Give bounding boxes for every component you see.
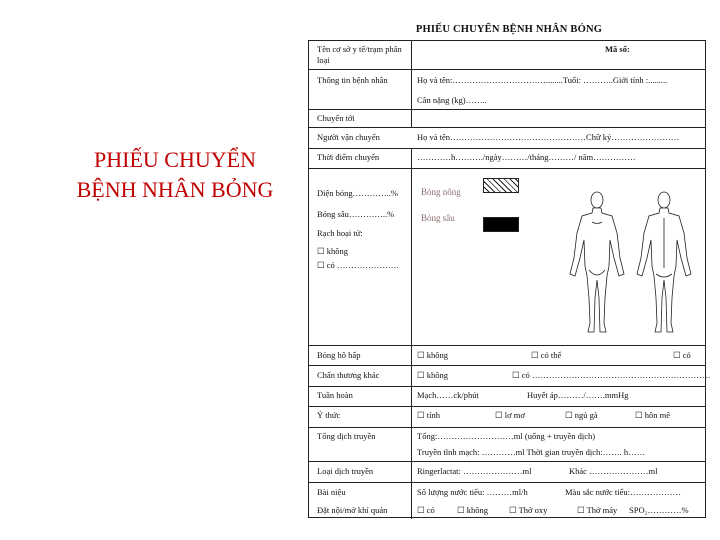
row-divider — [309, 69, 705, 70]
burn-area-field[interactable]: Diện bỏng…………..% — [317, 188, 398, 198]
other-trauma-label: Chấn thương khác — [317, 370, 380, 380]
row-divider — [309, 345, 705, 346]
row-divider — [309, 365, 705, 366]
column-divider — [411, 41, 412, 127]
trauma-no-checkbox[interactable]: ☐ không — [417, 370, 448, 380]
form-title: PHIẾU CHUYỂN BỆNH NHÂN BỎNG — [415, 24, 603, 35]
inhalation-possible-checkbox[interactable]: ☐ có thể — [531, 350, 562, 360]
oxygen-checkbox[interactable]: ☐ Thở oxy — [509, 505, 548, 515]
row-divider — [309, 168, 705, 169]
transfer-time-label: Thời điểm chuyển — [317, 152, 380, 162]
blood-pressure-field[interactable]: Huyết áp………/…….mmHg — [527, 390, 629, 400]
left-title-line2: BỆNH NHÂN BỎNG — [76, 177, 274, 202]
urine-color-field[interactable]: Màu sắc nước tiểu:……………… — [565, 487, 682, 497]
inhalation-no-checkbox[interactable]: ☐ không — [417, 350, 448, 360]
legend-shallow-label: Bỏng nông — [421, 187, 461, 197]
escharotomy-label: Rạch hoại tử: — [317, 228, 363, 238]
row-divider — [309, 406, 705, 407]
urine-volume-field[interactable]: Số lượng nước tiểu: ………ml/h — [417, 487, 528, 497]
facility-label: Tên cơ sở y tế/trạm phân loại — [317, 44, 402, 65]
alert-checkbox[interactable]: ☐ tỉnh — [417, 410, 440, 420]
fluid-type-label: Loại dịch truyền — [317, 466, 374, 476]
deep-burn-swatch — [483, 217, 519, 232]
row-divider — [309, 148, 705, 149]
code-label: Mã số: — [605, 44, 630, 54]
left-title-line1: PHIẾU CHUYỂN — [94, 147, 256, 172]
row-divider — [309, 386, 705, 387]
deep-burn-field[interactable]: Bỏng sâu…………..% — [317, 209, 395, 219]
escharotomy-no-checkbox[interactable]: ☐ không — [317, 246, 348, 256]
urine-output-label: Bài niệu — [317, 487, 346, 497]
other-fluid-field[interactable]: Khác …………………ml — [569, 466, 658, 476]
transporter-field[interactable]: Họ và tên…………………………………………Chữ ký…………………… — [417, 132, 680, 142]
spo2-field[interactable]: SPO₂…………% — [629, 505, 689, 515]
consciousness-label: Ý thức — [317, 410, 341, 420]
burn-transfer-form — [308, 40, 711, 518]
ventilator-checkbox[interactable]: ☐ Thở máy — [577, 505, 618, 515]
trauma-yes-field[interactable]: ☐ có ……………………………………………………… — [512, 370, 711, 380]
lethargic-checkbox[interactable]: ☐ lơ mơ — [495, 410, 525, 420]
body-back-figure — [637, 192, 691, 332]
airway-label: Đặt nội/mở khí quản — [317, 505, 388, 515]
inhalation-injury-label: Bỏng hô hấp — [317, 350, 361, 360]
column-divider — [411, 148, 412, 519]
row-divider — [309, 482, 705, 483]
iv-fluids-field[interactable]: Truyền tĩnh mạch: …………ml Thời gian truyền dịch:……. h…… — [417, 447, 646, 457]
row-divider — [309, 109, 705, 110]
legend-deep-label: Bỏng sâu — [421, 213, 455, 223]
total-fluids-label: Tổng dịch truyền — [317, 431, 376, 441]
total-fluids-field[interactable]: Tổng:………………………ml (uống + truyền dịch) — [417, 431, 596, 441]
shallow-burn-swatch — [483, 178, 519, 193]
circulation-label: Tuần hoàn — [317, 390, 353, 400]
transporter-label: Người vận chuyển — [317, 132, 380, 142]
transfer-to-label: Chuyển tới — [317, 113, 355, 123]
body-diagram[interactable] — [562, 188, 702, 338]
airway-yes-checkbox[interactable]: ☐ có — [417, 505, 435, 515]
patient-info-label: Thông tin bệnh nhân — [317, 75, 388, 85]
patient-name-age-sex-field[interactable]: Họ và tên:……………………………........Tuổi: ………..Giới tính :......... — [417, 75, 668, 85]
transfer-time-field[interactable]: …………h………./ngày………/tháng………/ năm…………… — [417, 152, 636, 162]
row-divider — [309, 127, 705, 128]
ringer-lactate-field[interactable]: Ringerlactat: …………………ml — [417, 466, 532, 476]
escharotomy-yes-checkbox[interactable]: ☐ có …………………. — [317, 260, 399, 270]
airway-no-checkbox[interactable]: ☐ không — [457, 505, 488, 515]
row-divider — [309, 427, 705, 428]
row-divider — [309, 461, 705, 462]
coma-checkbox[interactable]: ☐ hôn mê — [635, 410, 671, 420]
drowsy-checkbox[interactable]: ☐ ngủ gà — [565, 410, 598, 420]
patient-weight-field[interactable]: Cân nặng (kg)…….. — [417, 95, 487, 105]
pulse-field[interactable]: Mạch……ck/phút — [417, 390, 479, 400]
inhalation-yes-checkbox[interactable]: ☐ có — [673, 350, 691, 360]
left-title — [40, 145, 310, 205]
body-front-figure — [570, 192, 624, 332]
